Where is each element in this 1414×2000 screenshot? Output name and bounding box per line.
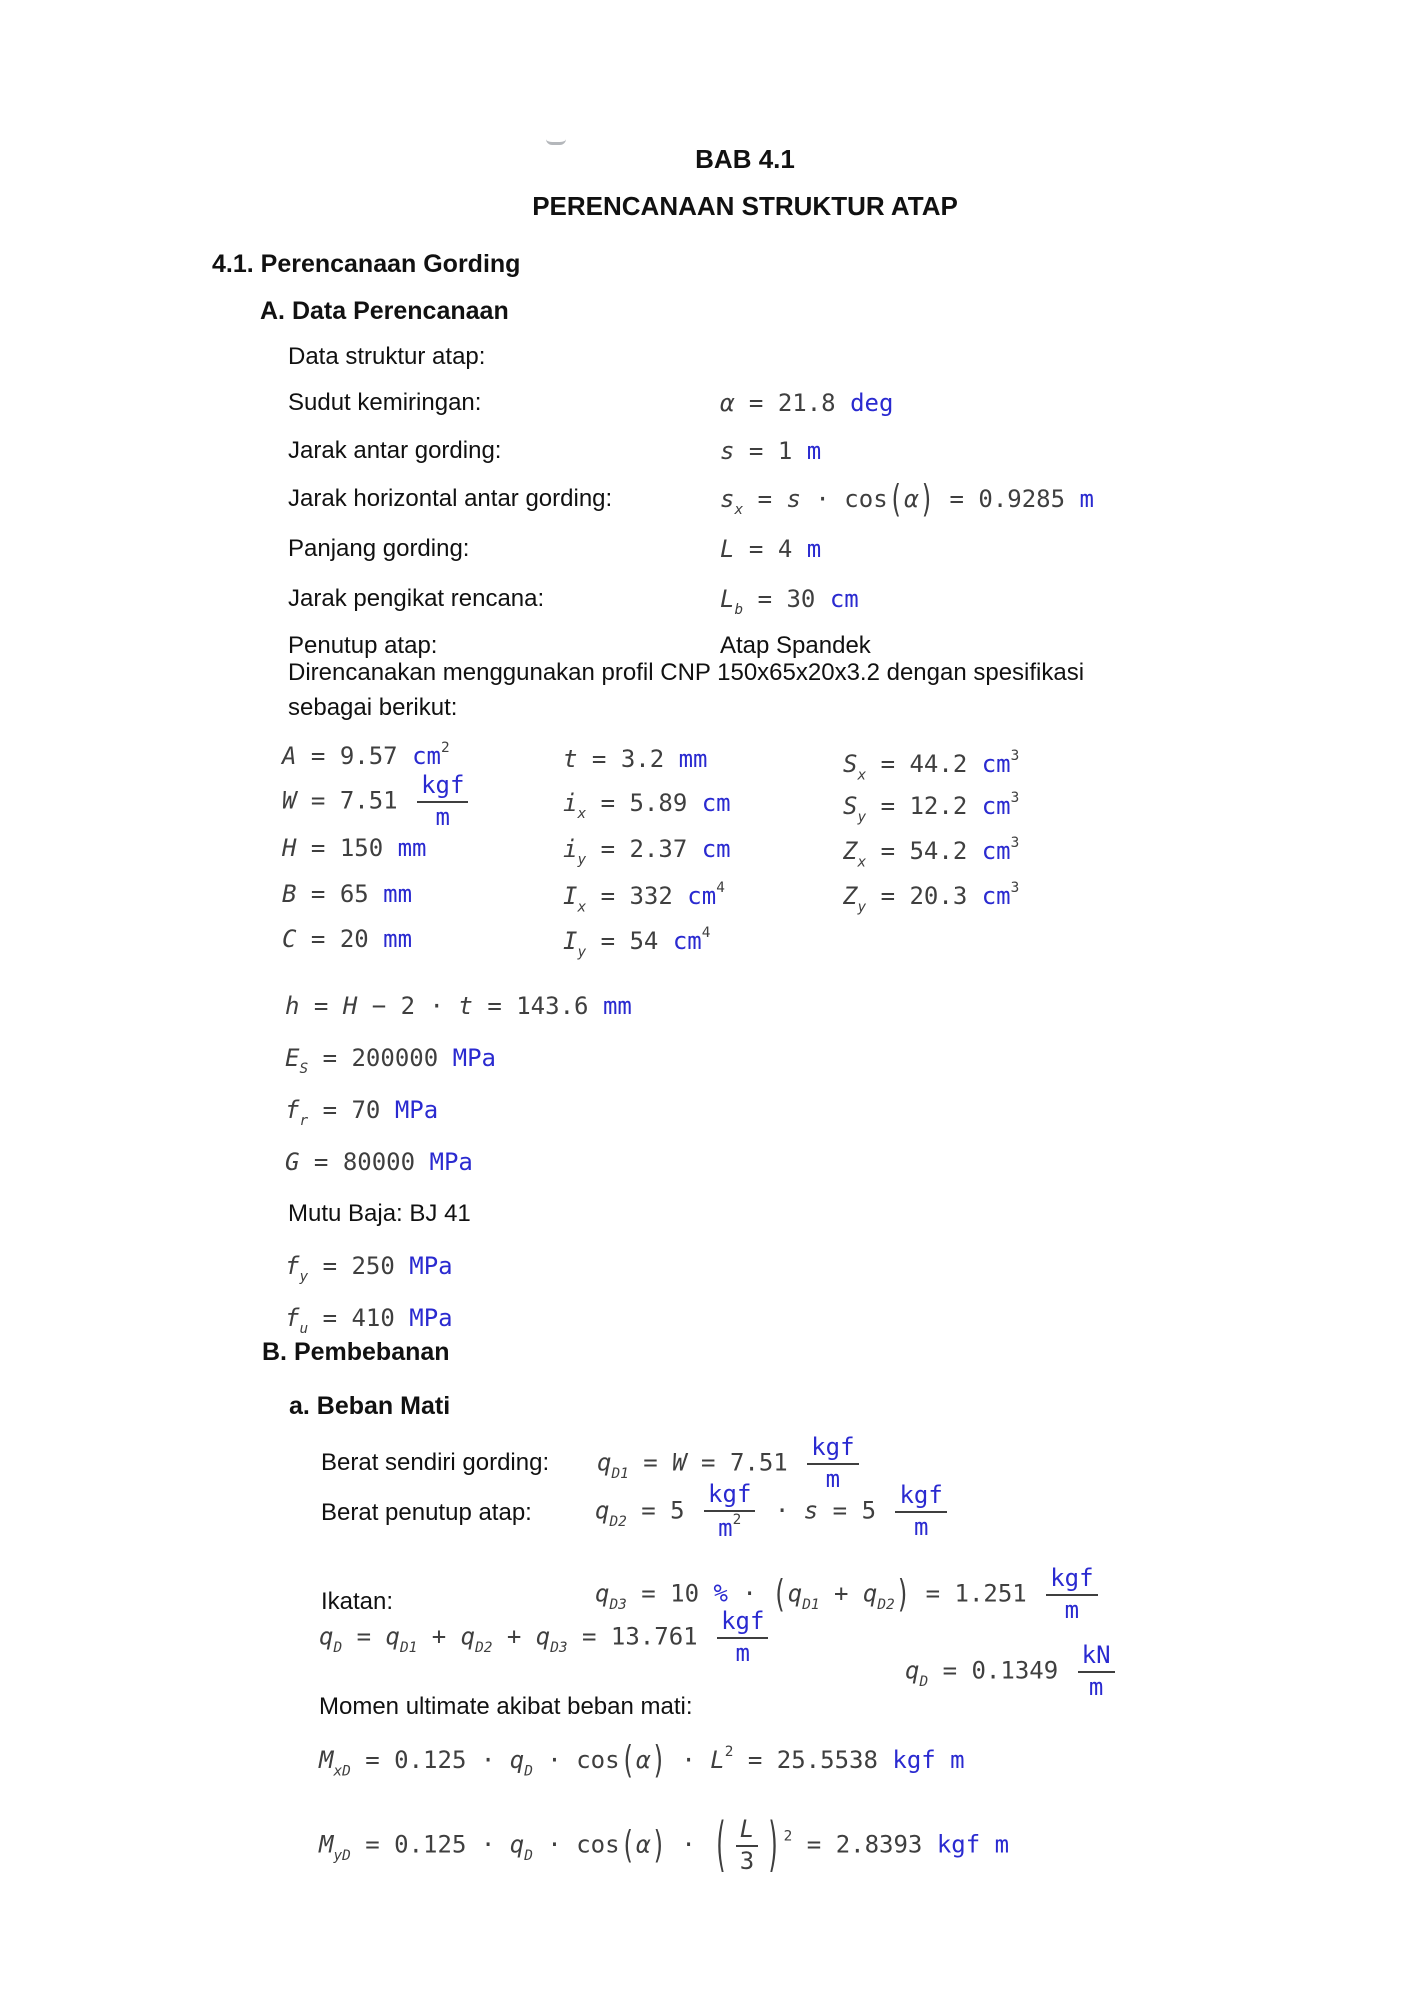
data-struktur-label: Data struktur atap: xyxy=(288,343,486,370)
eq-L: L = 4 m xyxy=(720,535,822,563)
beban-mati-heading: a. Beban Mati xyxy=(289,1392,451,1420)
eq-iy: $i_y = 2.37$ cm xyxy=(563,835,731,869)
momen-ultimate-label: Momen ultimate akibat beban mati: xyxy=(319,1693,693,1720)
eq-qD1: $q_{D1} = W = 7.51$ $\frac{\text{kgf}}{m}$ xyxy=(597,1434,864,1493)
mutu-baja-label: Mutu Baja: BJ 41 xyxy=(288,1200,471,1227)
eq-W: W = 7.51 $\frac{\text{kgf}}{m}$ xyxy=(282,772,473,831)
eq-B: B = 65 mm xyxy=(282,880,413,908)
eq-Zx: $Z_x = 54.2$ $cm^3$ xyxy=(843,835,1020,871)
eq-Lb: $L_b = 30$ cm xyxy=(720,585,859,619)
eq-fu: $f_u = 410$ MPa xyxy=(285,1304,453,1338)
eq-fr: $f_r = 70$ MPa xyxy=(285,1096,439,1130)
profil-note-line1: Direncanakan menggunakan profil CNP 150x65x20x3.2 dengan spesifikasi xyxy=(288,659,1085,686)
eq-qD3: $q_{D3} = 10$ % · $(q_{D1} + q_{D2}) = 1.251$ $\frac{\text{kgf}}{m}$ xyxy=(595,1565,1103,1624)
eq-A: A = 9.57 $cm^2$ xyxy=(282,740,450,771)
eq-t: t = 3.2 mm xyxy=(563,745,708,773)
penutup-atap-value: Atap Spandek xyxy=(720,632,871,659)
jarak-antar-gording-label: Jarak antar gording: xyxy=(288,437,502,464)
berat-penutup-label: Berat penutup atap: xyxy=(321,1499,532,1526)
eq-qD: $q_D = q_{D1} + q_{D2} + q_{D3} = 13.761$ $\frac{\text{kgf}}{m}$ xyxy=(319,1608,773,1667)
ikatan-label: Ikatan: xyxy=(321,1588,394,1615)
eq-Iy: $I_y = 54$ $cm^4$ xyxy=(563,925,711,961)
subsection-a-heading: A. Data Perencanaan xyxy=(260,297,509,325)
eq-Sx: $S_x = 44.2$ $cm^3$ xyxy=(843,748,1020,784)
penutup-atap-label: Penutup atap: xyxy=(288,632,438,659)
section-4-1-heading: 4.1. Perencanaan Gording xyxy=(212,250,521,278)
eq-MxD: $M_{xD} = 0.125 \cdot q_D \cdot \cos(\alpha) \cdot L^2 = 25.5538$ kgf m xyxy=(319,1738,965,1782)
eq-sx: $s_x = s \cdot \cos(\alpha) = 0.9285$ m xyxy=(720,477,1094,521)
eq-H: H = 150 mm xyxy=(282,834,427,862)
eq-G: G = 80000 MPa xyxy=(285,1148,473,1176)
chapter-number: BAB 4.1 xyxy=(695,144,795,174)
eq-C: C = 20 mm xyxy=(282,925,413,953)
sudut-kemiringan-label: Sudut kemiringan: xyxy=(288,389,482,416)
eq-MyD: $M_{yD} = 0.125 \cdot q_D \cdot \cos(\alpha)$ · ( $\frac{L}{3}$ ) $^2$ = 2.8393 kgf m xyxy=(319,1810,1010,1879)
eq-Sy: $S_y = 12.2$ $cm^3$ xyxy=(843,790,1020,826)
panjang-gording-label: Panjang gording: xyxy=(288,535,470,562)
subsection-b-heading: B. Pembebanan xyxy=(262,1338,450,1366)
eq-fy: $f_y = 250$ MPa xyxy=(285,1252,453,1286)
eq-Zy: $Z_y = 20.3$ $cm^3$ xyxy=(843,880,1020,916)
eq-h: h = H − 2 · t = 143.6 mm xyxy=(285,992,632,1020)
profil-note-line2: sebagai berikut: xyxy=(288,694,458,721)
eq-qD2: $q_{D2} = 5$ $\frac{\text{kgf}}{m^2}$ · s = 5 $\frac{\text{kgf}}{m}$ xyxy=(595,1481,952,1542)
eq-ix: $i_x = 5.89$ cm xyxy=(563,789,731,823)
eq-qD-kN: $q_D = 0.1349$ $\frac{kN}{m}$ xyxy=(905,1642,1120,1701)
chapter-title: PERENCANAAN STRUKTUR ATAP xyxy=(532,191,958,221)
eq-Ix: $I_x = 332$ $cm^4$ xyxy=(563,880,725,916)
eq-s: s = 1 m xyxy=(720,437,822,465)
eq-Es: $E_S = 200000$ MPa xyxy=(285,1044,496,1078)
berat-sendiri-label: Berat sendiri gording: xyxy=(321,1449,550,1476)
eq-alpha: α = 21.8 deg xyxy=(720,389,894,417)
jarak-horizontal-label: Jarak horizontal antar gording: xyxy=(288,485,613,512)
jarak-pengikat-label: Jarak pengikat rencana: xyxy=(288,585,545,612)
